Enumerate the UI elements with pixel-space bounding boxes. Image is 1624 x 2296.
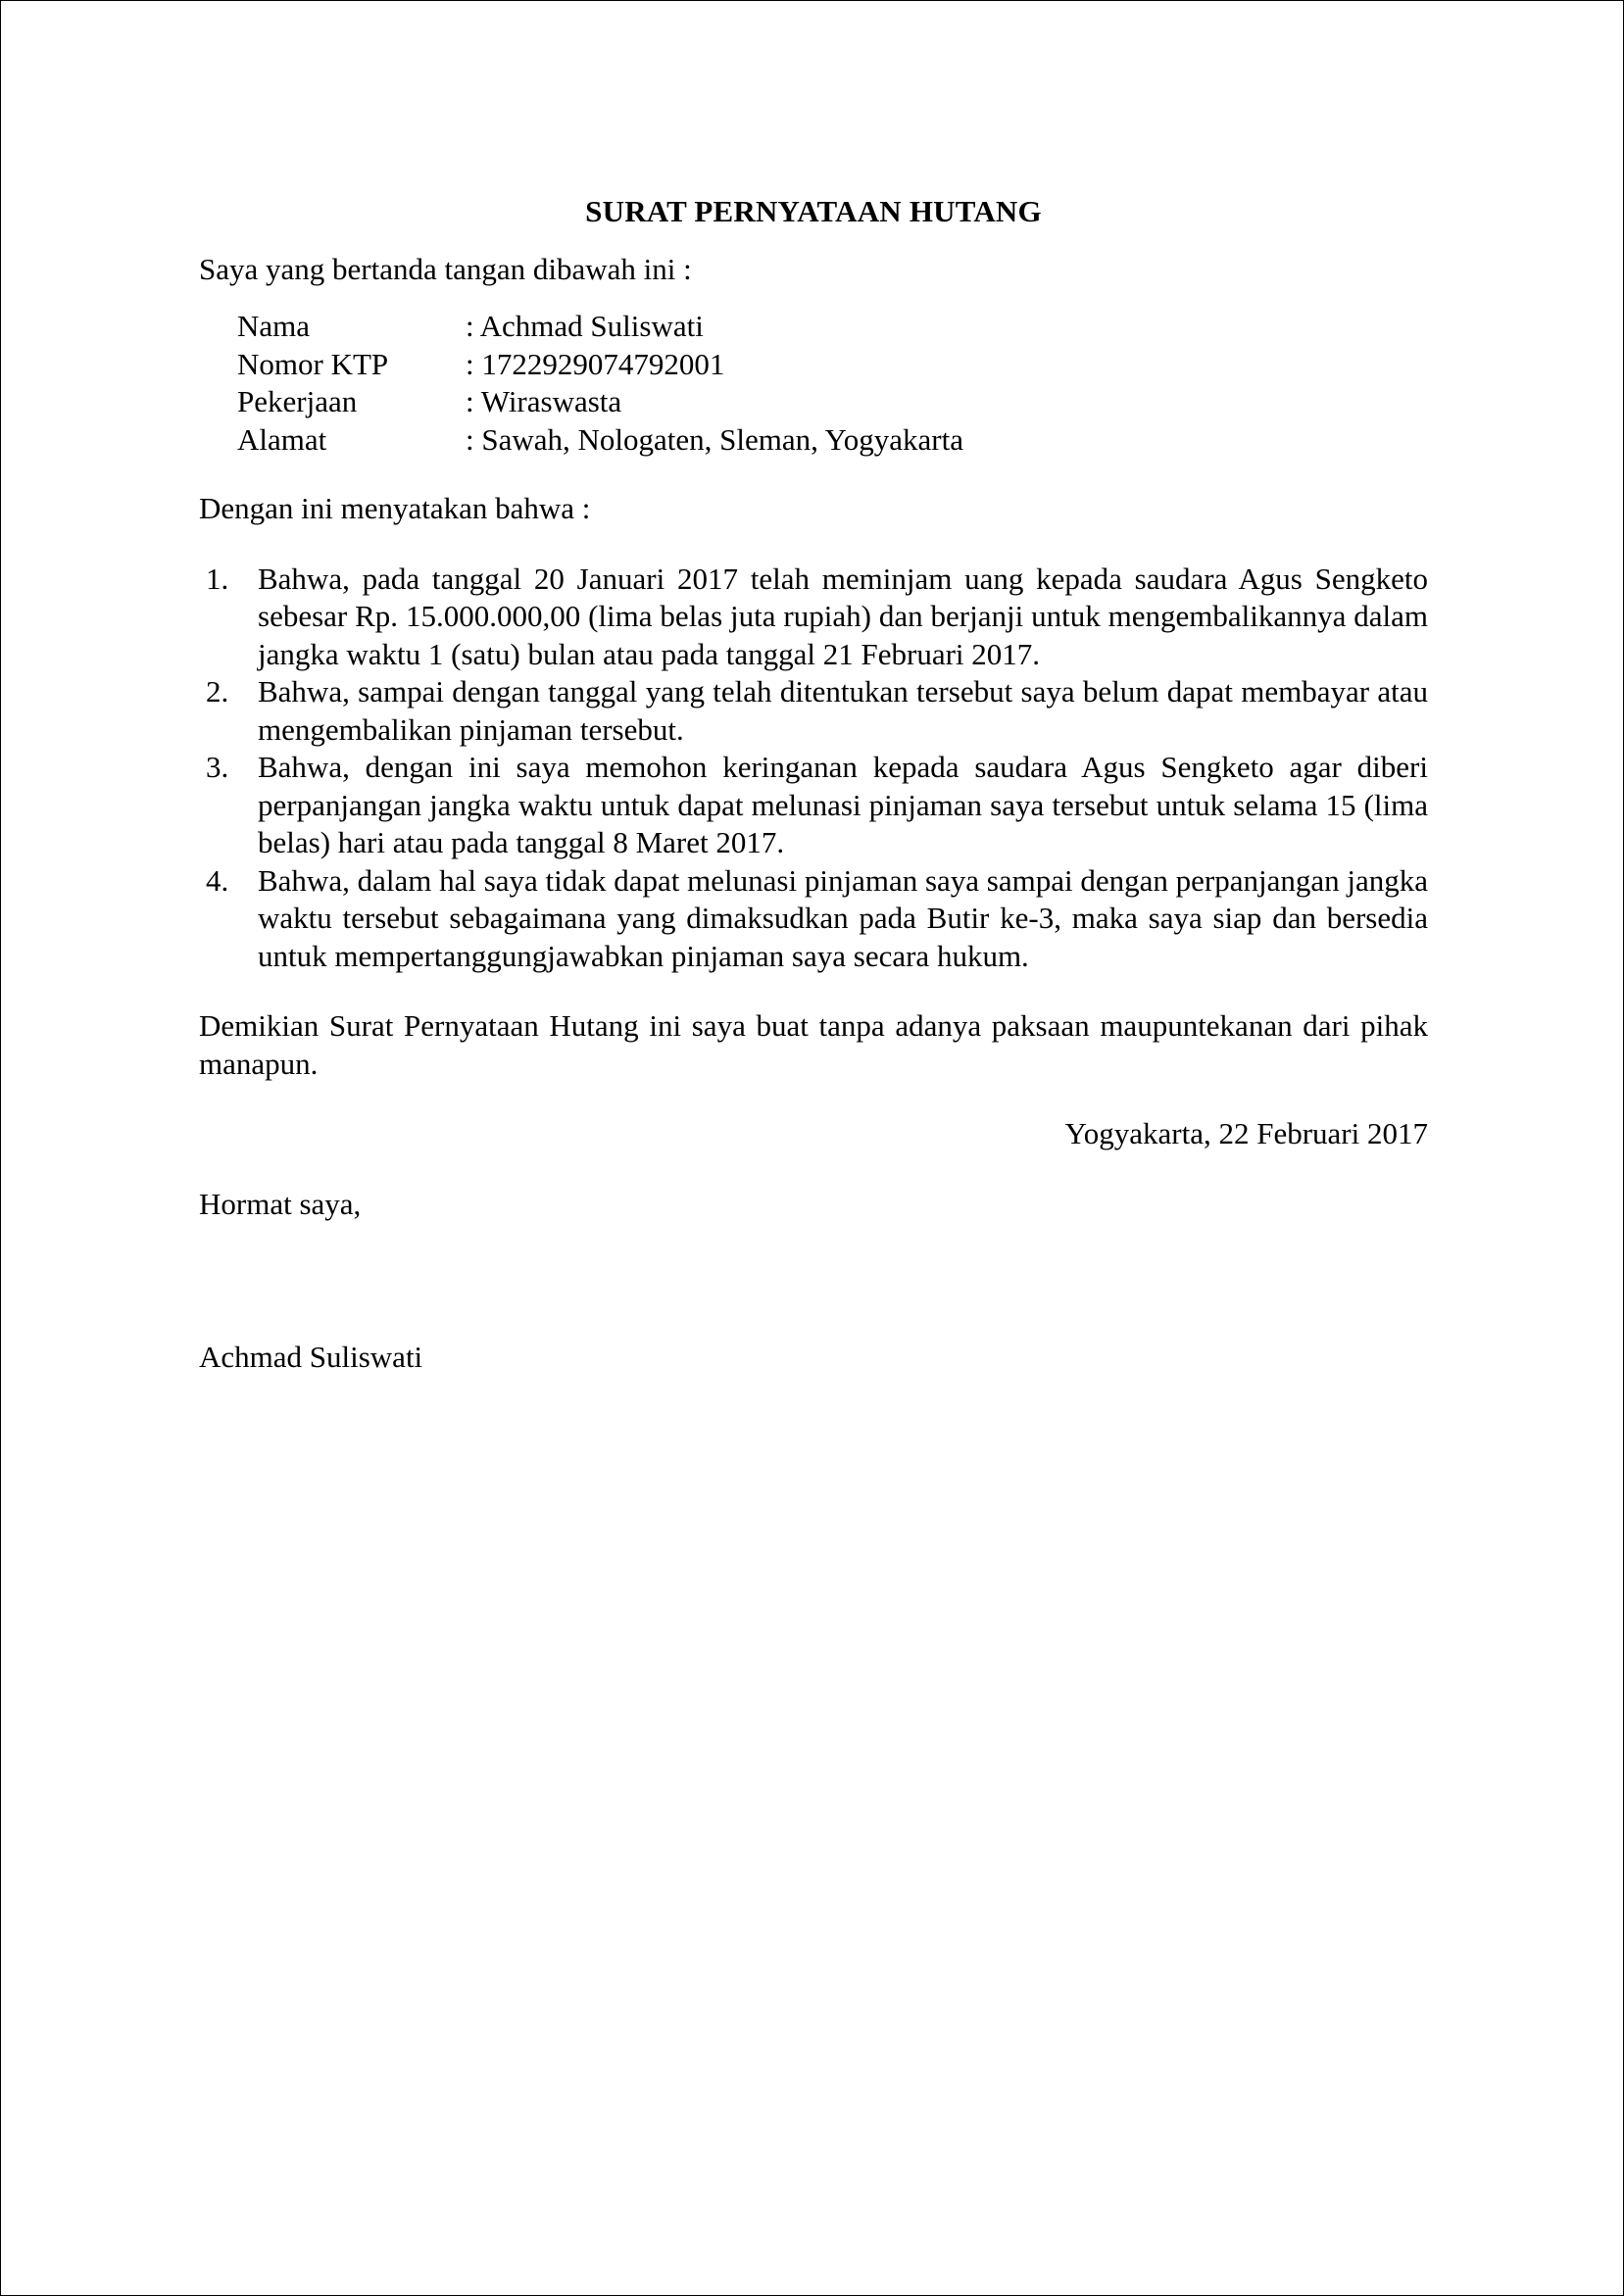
- place-date: Yogyakarta, 22 Februari 2017: [1064, 1116, 1428, 1150]
- identity-row-occupation: [237, 383, 963, 421]
- list-item-number: 2.: [206, 674, 229, 708]
- list-item: [199, 862, 1428, 976]
- regards-text: Hormat saya,: [199, 1186, 362, 1221]
- identity-table: [237, 308, 963, 459]
- list-item-text: Bahwa, sampai dengan tanggal yang telah ditentukan tersebut saya belum dapat membayar atau mengembalikan pinjaman tersebut.: [258, 674, 1428, 747]
- closing-paragraph: Demikian Surat Pernyataan Hutang ini saya buat tanpa adanya paksaan maupuntekanan dari pihak manapun.: [199, 1008, 1428, 1081]
- statement-list: [199, 561, 1428, 976]
- identity-value: : 1722929074792001: [466, 346, 725, 381]
- identity-value: : Wiraswasta: [466, 384, 622, 418]
- identity-label: Pekerjaan: [237, 384, 358, 418]
- identity-value: : Sawah, Nologaten, Sleman, Yogyakarta: [466, 421, 963, 457]
- list-item: [199, 561, 1428, 674]
- identity-row-name: [237, 308, 963, 346]
- list-item: [199, 749, 1428, 862]
- list-item-text: Bahwa, pada tanggal 20 Januari 2017 telah meminjam uang kepada saudara Agus Sengketo sebesar Rp. 15.000.000,00 (lima belas juta rupiah) dan berjanji untuk mengembalikannya dalam jangka waktu 1 (satu) bulan atau pada tanggal 21 Februari 2017.: [258, 561, 1428, 671]
- signer-name: Achmad Suliswati: [199, 1340, 423, 1374]
- statement-intro: Dengan ini menyatakan bahwa :: [199, 491, 591, 525]
- intro-text: Saya yang bertanda tangan dibawah ini :: [199, 251, 692, 286]
- list-item-text: Bahwa, dalam hal saya tidak dapat melunasi pinjaman saya sampai dengan perpanjangan jangka waktu tersebut sebagaimana yang dimaksudkan pada Butir ke-3, maka saya siap dan bersedia untuk mempertanggungjawabkan pinjaman saya secara hukum.: [258, 862, 1428, 973]
- list-item-text: Bahwa, dengan ini saya memohon keringanan kepada saudara Agus Sengketo agar diberi perpanjangan jangka waktu untuk dapat melunasi pinjaman saya tersebut untuk selama 15 (lima belas) hari atau pada tanggal 8 Maret 2017.: [258, 750, 1428, 859]
- list-item-number: 1.: [206, 561, 229, 596]
- list-item-number: 4.: [206, 862, 229, 898]
- list-item: [199, 673, 1428, 749]
- letter-body: [199, 193, 1428, 1377]
- identity-label: Alamat: [237, 421, 327, 457]
- identity-row-ktp: [237, 346, 963, 384]
- list-item-number: 3.: [206, 750, 229, 784]
- identity-row-address: [237, 421, 963, 460]
- identity-value: : Achmad Suliswati: [466, 309, 704, 343]
- document-title: SURAT PERNYATAAN HUTANG: [585, 194, 1042, 228]
- identity-label: Nama: [237, 309, 311, 343]
- identity-label: Nomor KTP: [237, 346, 389, 381]
